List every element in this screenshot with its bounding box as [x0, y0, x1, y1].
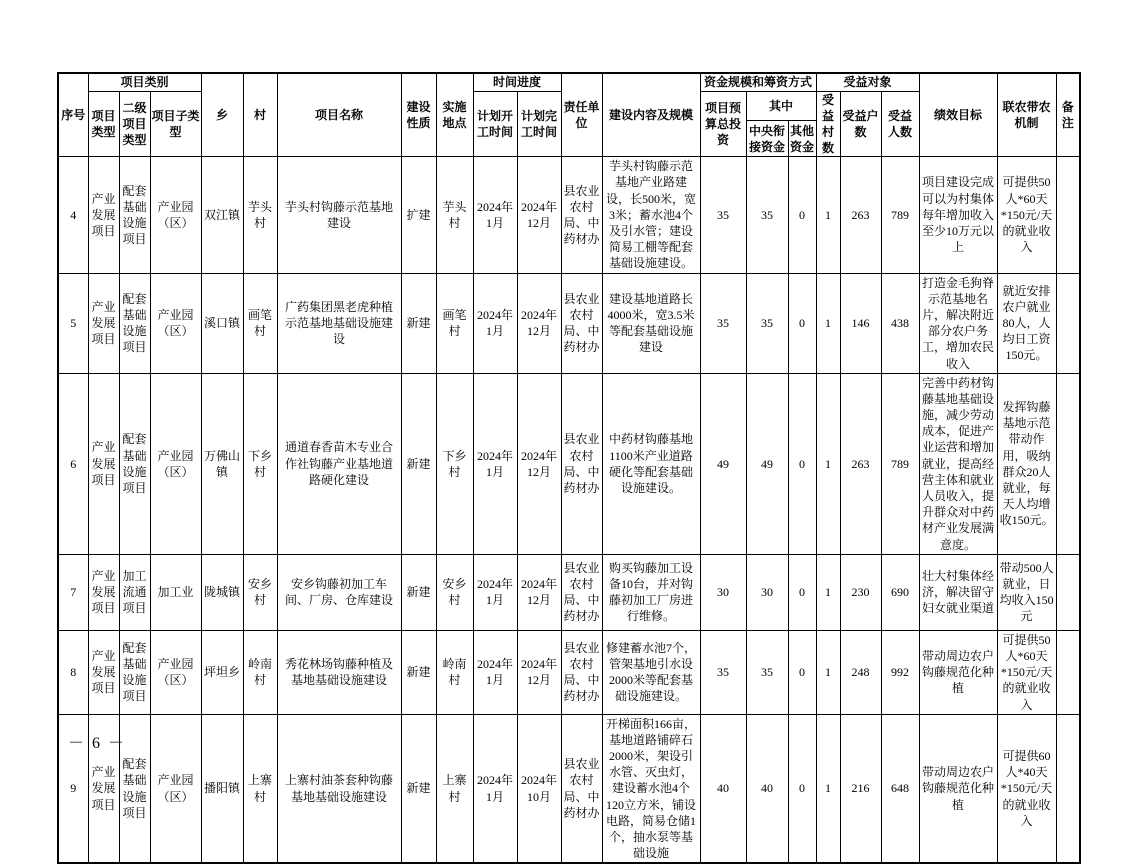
- cell-township: 双江镇: [201, 157, 243, 273]
- cell-remark: [1056, 714, 1080, 863]
- cell-mechanism: 发挥钩藤基地示范带动作用，吸纳群众20人就业，每天人均增收150元。: [997, 373, 1056, 554]
- cell-seq: 5: [58, 273, 88, 373]
- header-other-fund: 其他资金: [788, 121, 816, 157]
- cell-benefit-households: 263: [840, 373, 881, 554]
- cell-benefit-villages: 1: [816, 630, 840, 714]
- projects-table: [57, 72, 1081, 864]
- cell-start-time: 2024年1月: [473, 273, 517, 373]
- cell-mechanism: 可提供60人*40天*150元/天的就业收入: [997, 714, 1056, 863]
- header-content: 建设内容及规模: [602, 73, 700, 157]
- cell-township: 坪坦乡: [201, 630, 243, 714]
- cell-nature: 新建: [401, 714, 436, 863]
- cell-benefit-people: 789: [881, 157, 919, 273]
- cell-mechanism: 带动500人就业，日均收入150元: [997, 554, 1056, 630]
- cell-end-time: 2024年12月: [517, 273, 561, 373]
- cell-benefit-villages: 1: [816, 554, 840, 630]
- cell-nature: 新建: [401, 273, 436, 373]
- cell-performance: 壮大村集体经济，解决留守妇女就业渠道: [919, 554, 997, 630]
- cell-end-time: 2024年12月: [517, 373, 561, 554]
- cell-township: 陇城镇: [201, 554, 243, 630]
- cell-performance: 带动周边农户钩藤规范化种植: [919, 714, 997, 863]
- cell-type: 产业发展项目: [88, 273, 119, 373]
- cell-benefit-households: 216: [840, 714, 881, 863]
- cell-location: 下乡村: [436, 373, 473, 554]
- cell-central-fund: 35: [746, 273, 788, 373]
- cell-benefit-households: 230: [840, 554, 881, 630]
- cell-type2: 配套基础设施项目: [119, 714, 150, 863]
- cell-nature: 新建: [401, 554, 436, 630]
- header-performance: 绩效目标: [919, 73, 997, 157]
- cell-end-time: 2024年12月: [517, 554, 561, 630]
- cell-subtype: 产业园（区）: [150, 273, 201, 373]
- cell-performance: 打造金毛狗脊示范基地名片，解决附近部分农户务工，增加农民收入: [919, 273, 997, 373]
- cell-budget: 40: [700, 714, 746, 863]
- cell-remark: [1056, 273, 1080, 373]
- cell-start-time: 2024年1月: [473, 714, 517, 863]
- header-village: 村: [243, 73, 277, 157]
- header-type2: 二级项目类型: [119, 91, 150, 157]
- cell-project-name: 上寨村油茶套种钩藤基地基础设施建设: [277, 714, 401, 863]
- cell-unit: 县农业农村局、中药材办: [561, 630, 602, 714]
- cell-seq: 7: [58, 554, 88, 630]
- header-end-time: 计划完工时间: [517, 91, 561, 157]
- cell-type: 产业发展项目: [88, 157, 119, 273]
- cell-location: 芋头村: [436, 157, 473, 273]
- cell-content: 购买钩藤加工设备10台，并对钩藤初加工厂房进行维修。: [602, 554, 700, 630]
- cell-township: 溪口镇: [201, 273, 243, 373]
- cell-seq: 8: [58, 630, 88, 714]
- cell-start-time: 2024年1月: [473, 373, 517, 554]
- cell-budget: 30: [700, 554, 746, 630]
- cell-remark: [1056, 630, 1080, 714]
- cell-project-name: 芋头村钩藤示范基地建设: [277, 157, 401, 273]
- cell-project-name: 广药集团黑老虎种植示范基地基础设施建设: [277, 273, 401, 373]
- table-row: [58, 630, 1080, 714]
- cell-subtype: 产业园（区）: [150, 714, 201, 863]
- table-row: [58, 273, 1080, 373]
- table-body: [58, 157, 1080, 864]
- cell-benefit-people: 648: [881, 714, 919, 863]
- cell-subtype: 产业园（区）: [150, 157, 201, 273]
- cell-project-name: 通道春香苗木专业合作社钩藤产业基地道路硬化建设: [277, 373, 401, 554]
- cell-type2: 配套基础设施项目: [119, 157, 150, 273]
- cell-start-time: 2024年1月: [473, 554, 517, 630]
- header-group-time: 时间进度: [473, 73, 561, 91]
- cell-budget: 35: [700, 157, 746, 273]
- cell-content: 建设基地道路长4000米，宽3.5米等配套基础设施建设: [602, 273, 700, 373]
- header-project-name: 项目名称: [277, 73, 401, 157]
- cell-township: 万佛山镇: [201, 373, 243, 554]
- cell-unit: 县农业农村局、中药材办: [561, 714, 602, 863]
- cell-seq: 6: [58, 373, 88, 554]
- cell-benefit-villages: 1: [816, 373, 840, 554]
- cell-township: 播阳镇: [201, 714, 243, 863]
- cell-start-time: 2024年1月: [473, 157, 517, 273]
- header-mechanism: 联农带农机制: [997, 73, 1056, 157]
- header-benefit-households: 受益户数: [840, 91, 881, 157]
- cell-other-fund: 0: [788, 157, 816, 273]
- cell-budget: 49: [700, 373, 746, 554]
- cell-remark: [1056, 554, 1080, 630]
- cell-benefit-villages: 1: [816, 714, 840, 863]
- header-benefit-villages: 受益村数: [816, 91, 840, 157]
- cell-subtype: 产业园（区）: [150, 373, 201, 554]
- cell-project-name: 安乡钩藤初加工车间、厂房、仓库建设: [277, 554, 401, 630]
- table-row: [58, 373, 1080, 554]
- page-number: － 6 －: [68, 735, 127, 752]
- cell-benefit-households: 248: [840, 630, 881, 714]
- header-township: 乡: [201, 73, 243, 157]
- cell-type2: 加工流通项目: [119, 554, 150, 630]
- cell-location: 安乡村: [436, 554, 473, 630]
- header-subtype: 项目子类型: [150, 91, 201, 157]
- cell-nature: 新建: [401, 630, 436, 714]
- cell-location: 上寨村: [436, 714, 473, 863]
- table-header: [58, 73, 1080, 157]
- cell-content: 开梯面积166亩，基地道路铺碎石2000米，架设引水管、灭虫灯，建设蓄水池4个120立方米，铺设电路，简易仓储1个，抽水泵等基础设施: [602, 714, 700, 863]
- cell-central-fund: 30: [746, 554, 788, 630]
- cell-type: 产业发展项目: [88, 554, 119, 630]
- cell-central-fund: 40: [746, 714, 788, 863]
- cell-benefit-households: 263: [840, 157, 881, 273]
- cell-central-fund: 35: [746, 157, 788, 273]
- cell-benefit-people: 789: [881, 373, 919, 554]
- header-group-funding: 资金规模和筹资方式: [700, 73, 816, 91]
- cell-unit: 县农业农村局、中药材办: [561, 273, 602, 373]
- cell-remark: [1056, 157, 1080, 273]
- cell-type2: 配套基础设施项目: [119, 373, 150, 554]
- cell-end-time: 2024年12月: [517, 157, 561, 273]
- cell-budget: 35: [700, 630, 746, 714]
- header-benefit-people: 受益人数: [881, 91, 919, 157]
- cell-seq: 9: [58, 714, 88, 863]
- cell-type: 产业发展项目: [88, 630, 119, 714]
- table-row: [58, 554, 1080, 630]
- header-group-benefit: 受益对象: [816, 73, 919, 91]
- header-unit: 责任单位: [561, 73, 602, 157]
- cell-benefit-people: 992: [881, 630, 919, 714]
- cell-nature: 新建: [401, 373, 436, 554]
- cell-location: 岭南村: [436, 630, 473, 714]
- header-nature: 建设性质: [401, 73, 436, 157]
- cell-village: 画笔村: [243, 273, 277, 373]
- cell-other-fund: 0: [788, 554, 816, 630]
- cell-performance: 项目建设完成可以为村集体每年增加收入至少10万元以上: [919, 157, 997, 273]
- cell-content: 修建蓄水池7个，管架基地引水设2000米等配套基础设施建设。: [602, 630, 700, 714]
- cell-benefit-people: 690: [881, 554, 919, 630]
- cell-content: 芋头村钩藤示范基地产业路建设，长500米，宽3米；蓄水池4个及引水管；建设简易工棚等配套基础设施建设。: [602, 157, 700, 273]
- cell-unit: 县农业农村局、中药材办: [561, 554, 602, 630]
- cell-benefit-people: 438: [881, 273, 919, 373]
- cell-village: 安乡村: [243, 554, 277, 630]
- cell-end-time: 2024年10月: [517, 714, 561, 863]
- cell-remark: [1056, 373, 1080, 554]
- header-location: 实施地点: [436, 73, 473, 157]
- cell-other-fund: 0: [788, 714, 816, 863]
- table-row: [58, 157, 1080, 273]
- cell-benefit-households: 146: [840, 273, 881, 373]
- cell-content: 中药材钩藤基地1100米产业道路硬化等配套基础设施建设。: [602, 373, 700, 554]
- cell-type2: 配套基础设施项目: [119, 630, 150, 714]
- cell-end-time: 2024年12月: [517, 630, 561, 714]
- cell-village: 下乡村: [243, 373, 277, 554]
- cell-budget: 35: [700, 273, 746, 373]
- cell-type: 产业发展项目: [88, 373, 119, 554]
- cell-other-fund: 0: [788, 630, 816, 714]
- cell-village: 上寨村: [243, 714, 277, 863]
- cell-central-fund: 35: [746, 630, 788, 714]
- cell-mechanism: 可提供50人*60天*150元/天的就业收入: [997, 630, 1056, 714]
- header-group-category: 项目类别: [88, 73, 201, 91]
- cell-performance: 带动周边农户钩藤规范化种植: [919, 630, 997, 714]
- cell-type2: 配套基础设施项目: [119, 273, 150, 373]
- cell-benefit-villages: 1: [816, 273, 840, 373]
- cell-central-fund: 49: [746, 373, 788, 554]
- cell-project-name: 秀花林场钩藤种植及基地基础设施建设: [277, 630, 401, 714]
- cell-location: 画笔村: [436, 273, 473, 373]
- cell-benefit-villages: 1: [816, 157, 840, 273]
- header-row-1: [58, 73, 1080, 91]
- cell-other-fund: 0: [788, 373, 816, 554]
- cell-mechanism: 可提供50人*60天*150元/天的就业收入: [997, 157, 1056, 273]
- header-start-time: 计划开工时间: [473, 91, 517, 157]
- cell-seq: 4: [58, 157, 88, 273]
- header-remark: 备注: [1056, 73, 1080, 157]
- header-type: 项目类型: [88, 91, 119, 157]
- cell-unit: 县农业农村局、中药材办: [561, 157, 602, 273]
- table-row: [58, 714, 1080, 863]
- cell-subtype: 产业园（区）: [150, 630, 201, 714]
- cell-village: 岭南村: [243, 630, 277, 714]
- cell-subtype: 加工业: [150, 554, 201, 630]
- header-seq: 序号: [58, 73, 88, 157]
- cell-performance: 完善中药材钩藤基地基础设施，减少劳动成本，促进产业运营和增加就业，提高经营主体和就业人员收入，提升群众对中药材产业发展满意度。: [919, 373, 997, 554]
- cell-nature: 扩建: [401, 157, 436, 273]
- header-among: 其中: [746, 91, 816, 121]
- header-central-fund: 中央衔接资金: [746, 121, 788, 157]
- header-budget: 项目预算总投资: [700, 91, 746, 157]
- cell-start-time: 2024年1月: [473, 630, 517, 714]
- cell-mechanism: 就近安排农户就业80人，人均日工资150元。: [997, 273, 1056, 373]
- cell-village: 芋头村: [243, 157, 277, 273]
- cell-unit: 县农业农村局、中药材办: [561, 373, 602, 554]
- cell-other-fund: 0: [788, 273, 816, 373]
- cell-type: 产业发展项目: [88, 714, 119, 863]
